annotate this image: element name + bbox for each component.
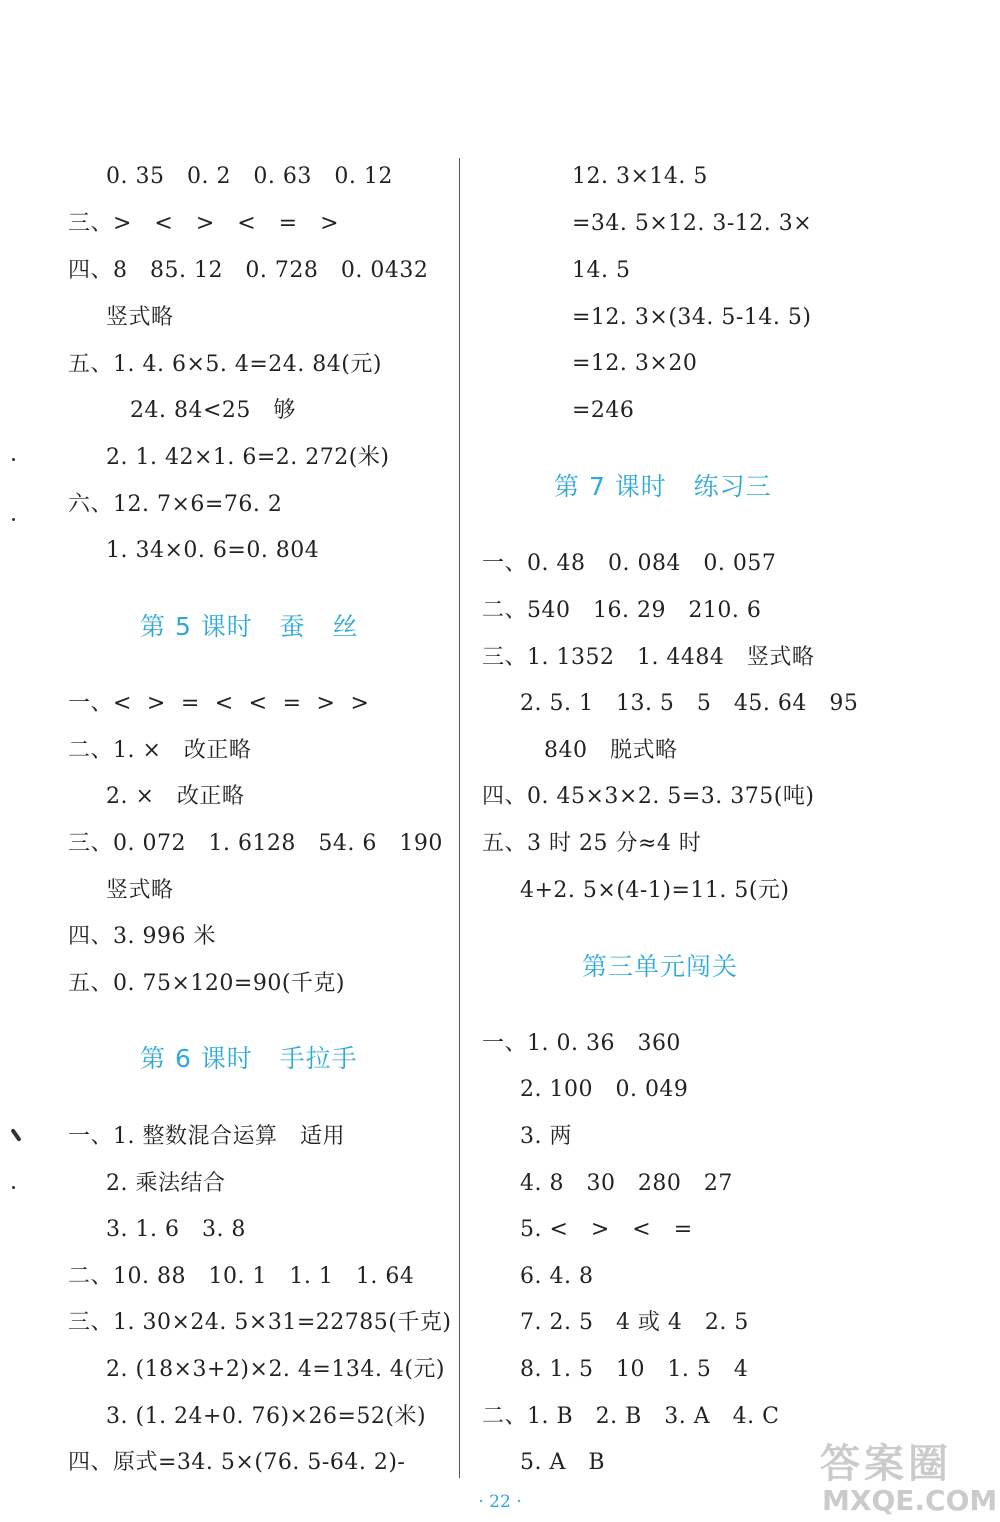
answer-line: 2. 1. 42×1. 6=2. 272(米)	[106, 445, 390, 470]
answer-line: 1. 34×0. 6=0. 804	[106, 538, 320, 563]
answer-line: 8. 1. 5 10 1. 5 4	[520, 1357, 749, 1382]
unit-3-heading: 第三单元闯关	[582, 952, 739, 981]
lesson-6-heading: 第 6 课时 手拉手	[140, 1044, 358, 1073]
answer-line: 5. < > < =	[520, 1217, 693, 1242]
answer-line: 3. 1. 6 3. 8	[106, 1217, 246, 1242]
answer-line: 7. 2. 5 4 或 4 2. 5	[520, 1310, 749, 1335]
answer-line: 五、1. 4. 6×5. 4=24. 84(元)	[68, 352, 382, 377]
answer-line: 2. 100 0. 049	[520, 1077, 689, 1102]
answer-line: 六、12. 7×6=76. 2	[68, 492, 283, 517]
answer-line: =12. 3×20	[572, 351, 698, 376]
answer-line: 四、8 85. 12 0. 728 0. 0432	[68, 258, 429, 283]
answer-line: 2. 5. 1 13. 5 5 45. 64 95	[520, 691, 859, 716]
answer-line: 6. 4. 8	[520, 1264, 594, 1289]
answer-line: 一、1. 0. 36 360	[482, 1031, 681, 1056]
answer-line: 14. 5	[572, 258, 631, 283]
answer-line: 12. 3×14. 5	[572, 164, 708, 189]
answer-line: 二、10. 88 10. 1 1. 1 1. 64	[68, 1264, 415, 1289]
scan-speck	[10, 1128, 21, 1142]
answer-line: 竖式略	[106, 878, 174, 903]
answer-line: 三、1. 30×24. 5×31=22785(千克)	[68, 1310, 452, 1335]
watermark-url: MXQE.COM	[822, 1484, 998, 1517]
answer-line: 四、原式=34. 5×(76. 5-64. 2)-	[68, 1450, 406, 1475]
answer-line: 一、< > = < < = > >	[68, 691, 370, 716]
watermark-text: 答案圈	[820, 1441, 952, 1487]
answer-line: 二、1. × 改正略	[68, 738, 252, 763]
answer-line: 四、0. 45×3×2. 5=3. 375(吨)	[482, 784, 815, 809]
answer-line: 4. 8 30 280 27	[520, 1171, 733, 1196]
answer-line: =34. 5×12. 3-12. 3×	[572, 211, 813, 236]
answer-line: 五、3 时 25 分≈4 时	[482, 831, 702, 856]
answer-line: 3. 两	[520, 1124, 572, 1149]
answer-line: 2. (18×3+2)×2. 4=134. 4(元)	[106, 1357, 445, 1382]
answer-line: 二、540 16. 29 210. 6	[482, 598, 762, 623]
answer-line: 一、1. 整数混合运算 适用	[68, 1124, 345, 1149]
answer-line: 2. 乘法结合	[106, 1171, 226, 1196]
scan-speck	[12, 1186, 15, 1189]
answer-line: 5. A B	[520, 1450, 606, 1475]
watermark-logo	[800, 1432, 998, 1522]
scan-speck	[12, 458, 15, 461]
answer-line: 竖式略	[106, 305, 174, 330]
answer-line: 2. × 改正略	[106, 784, 245, 809]
answer-line: 二、1. B 2. B 3. A 4. C	[482, 1404, 780, 1429]
page-number: · 22 ·	[478, 1492, 522, 1512]
answer-line: 三、> < > < = >	[68, 211, 339, 236]
answer-line: 3. (1. 24+0. 76)×26=52(米)	[106, 1404, 427, 1429]
answer-line: 四、3. 996 米	[68, 924, 216, 949]
answer-line: 三、0. 072 1. 6128 54. 6 190	[68, 831, 443, 856]
answer-line: 0. 35 0. 2 0. 63 0. 12	[106, 164, 393, 189]
answer-line: 840 脱式略	[544, 738, 678, 763]
answer-line: =246	[572, 398, 635, 423]
answer-line: 4+2. 5×(4-1)=11. 5(元)	[520, 878, 790, 903]
scan-speck	[12, 518, 15, 521]
answer-line: =12. 3×(34. 5-14. 5)	[572, 305, 812, 330]
answer-line: 24. 84<25 够	[130, 398, 296, 423]
lesson-5-heading: 第 5 课时 蚕 丝	[140, 612, 359, 641]
answer-line: 五、0. 75×120=90(千克)	[68, 971, 345, 996]
column-divider	[459, 158, 460, 1478]
lesson-7-heading: 第 7 课时 练习三	[554, 472, 772, 501]
answer-line: 一、0. 48 0. 084 0. 057	[482, 551, 777, 576]
answer-line: 三、1. 1352 1. 4484 竖式略	[482, 645, 815, 670]
